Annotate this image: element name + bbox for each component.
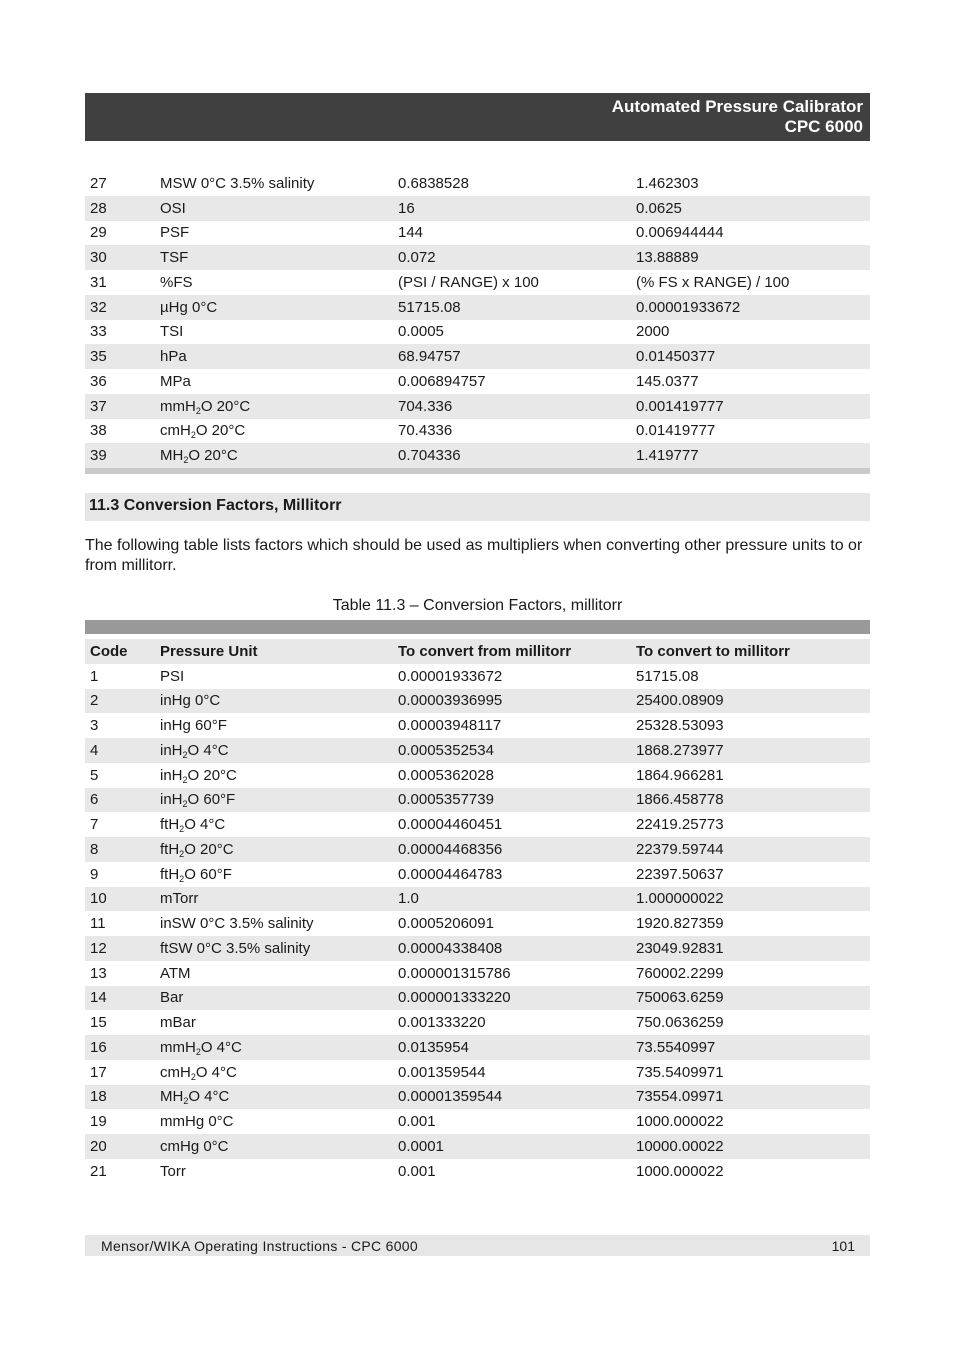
cell-convert-to: 760002.2299 [636,964,724,982]
unit-text: ATM [160,964,191,982]
cell-pressure-unit [155,196,393,221]
header-model: CPC 6000 [784,117,863,136]
cell-pressure-unit [155,689,393,714]
cell-code: 17 [90,1063,107,1081]
cell-convert-from: 0.00004468356 [398,840,503,858]
cell-pressure-unit [155,961,393,986]
unit-text: MPa [160,372,191,390]
unit-subscript: 2 [182,749,188,760]
cell-code: 32 [90,298,107,316]
cell-convert-from: (PSI / RANGE) x 100 [398,273,539,291]
cell-code: 19 [90,1113,107,1131]
cell-code: 15 [90,1014,107,1032]
table-row [85,270,870,295]
unit-text: Torr [160,1162,186,1180]
cell-convert-from: 0.0005 [398,323,444,341]
footer-doc-title: Mensor/WIKA Operating Instructions - CPC 6000 [101,1238,418,1254]
cell-code: 18 [90,1088,107,1106]
cell-convert-to: 1920.827359 [636,915,724,933]
cell-code: 11 [90,915,106,933]
unit-subscript: 2 [183,1096,189,1107]
cell-convert-to: 0.0625 [636,199,682,217]
cell-convert-to: 22379.59744 [636,840,724,858]
table-row [85,443,870,468]
unit-text: O 4°C [188,1088,230,1106]
cell-code: 4 [90,741,99,759]
unit-text: cmHg 0°C [160,1137,229,1155]
header-convert-to: To convert to millitorr [636,642,790,660]
cell-convert-from: 0.00001933672 [398,667,503,685]
cell-code: 39 [90,447,107,465]
cell-pressure-unit [155,763,393,788]
cell-code: 31 [90,273,107,291]
table-row [85,664,870,689]
unit-text: MSW 0°C 3.5% salinity [160,174,315,192]
table-row [85,837,870,862]
header-convert-from: To convert from millitorr [398,642,572,660]
table-row [85,986,870,1011]
cell-convert-from: 0.001359544 [398,1063,486,1081]
cell-convert-from: 0.000001333220 [398,989,511,1007]
cell-convert-from: 0.00001359544 [398,1088,503,1106]
table-row [85,1134,870,1159]
unit-text: O 60°F [184,865,232,883]
cell-pressure-unit [155,295,393,320]
cell-code: 3 [90,717,99,735]
unit-text: O 4°C [200,1038,242,1056]
cell-convert-to: 0.00001933672 [636,298,741,316]
cell-convert-from: 704.336 [398,397,453,415]
cell-convert-from: 0.001333220 [398,1014,486,1032]
unit-text: µHg 0°C [160,298,218,316]
cell-convert-from: 68.94757 [398,348,461,366]
cell-convert-from: 70.4336 [398,422,453,440]
cell-pressure-unit [155,862,393,887]
cell-convert-from: 0.00004338408 [398,939,503,957]
cell-code: 30 [90,249,107,267]
cell-code: 13 [90,964,107,982]
cell-convert-to: 1864.966281 [636,766,724,784]
conversion-table-continued [85,171,870,468]
cell-convert-from: 0.0001 [398,1137,444,1155]
table-bottom-rule [85,468,870,474]
unit-text: mmH [160,397,196,415]
cell-code: 36 [90,372,107,390]
unit-subscript: 2 [190,1071,196,1082]
unit-text: mmH [160,1038,196,1056]
cell-code: 16 [90,1038,107,1056]
table-row [85,1085,870,1110]
cell-convert-to: 13.88889 [636,249,699,267]
unit-subscript: 2 [179,873,185,884]
cell-pressure-unit [155,887,393,912]
cell-pressure-unit [155,713,393,738]
cell-pressure-unit [155,171,393,196]
cell-pressure-unit [155,1060,393,1085]
unit-subscript: 2 [183,455,189,466]
cell-convert-from: 1.0 [398,890,419,908]
unit-text: O 20°C [200,397,251,415]
cell-convert-to: 22419.25773 [636,816,724,834]
cell-convert-from: 0.0005357739 [398,791,494,809]
cell-convert-to: 25328.53093 [636,717,724,735]
table-row [85,171,870,196]
table-row [85,936,870,961]
table-row [85,763,870,788]
cell-code: 33 [90,323,107,341]
unit-text: inSW 0°C 3.5% salinity [160,915,314,933]
table-row [85,1159,870,1184]
cell-code: 2 [90,692,99,710]
cell-pressure-unit [155,788,393,813]
table-row [85,320,870,345]
cell-convert-to: 23049.92831 [636,939,724,957]
cell-code: 7 [90,816,99,834]
cell-code: 8 [90,840,99,858]
cell-convert-from: 0.0005362028 [398,766,494,784]
cell-convert-from: 0.6838528 [398,174,469,192]
table-row [85,245,870,270]
cell-convert-to: 750.0636259 [636,1014,724,1032]
cell-convert-to: (% FS x RANGE) / 100 [636,273,790,291]
table-row [85,419,870,444]
cell-pressure-unit [155,1159,393,1184]
header-title: Automated Pressure Calibrator [611,97,863,116]
cell-convert-to: 0.01450377 [636,348,716,366]
cell-pressure-unit [155,419,393,444]
unit-subscript: 2 [179,848,185,859]
cell-pressure-unit [155,1035,393,1060]
cell-pressure-unit [155,245,393,270]
unit-text: ftH [160,865,180,883]
cell-pressure-unit [155,1134,393,1159]
table-top-rule [85,620,870,634]
unit-subscript: 2 [182,799,188,810]
cell-convert-from: 0.006894757 [398,372,486,390]
cell-pressure-unit [155,1010,393,1035]
intro-paragraph: The following table lists factors which should be used as multipliers when converting other pressure units to or from millitorr. [85,537,863,574]
unit-text: inH [160,741,183,759]
unit-text: mBar [160,1014,196,1032]
unit-text: TSF [160,249,189,267]
cell-code: 38 [90,422,107,440]
table-row [85,961,870,986]
cell-pressure-unit [155,1109,393,1134]
unit-subscript: 2 [190,430,196,441]
table-caption: Table 11.3 – Conversion Factors, millitorr [332,597,623,614]
cell-code: 27 [90,174,107,192]
cell-pressure-unit [155,986,393,1011]
table-row [85,862,870,887]
table-row [85,394,870,419]
unit-text: OSI [160,199,186,217]
cell-pressure-unit [155,221,393,246]
table-row [85,1010,870,1035]
cell-pressure-unit [155,936,393,961]
unit-text: inH [160,766,183,784]
unit-text: O 60°F [187,791,236,809]
cell-convert-to: 1.000000022 [636,890,724,908]
cell-convert-to: 51715.08 [636,667,699,685]
unit-subscript: 2 [179,824,185,835]
cell-code: 9 [90,865,99,883]
unit-subscript: 2 [195,405,201,416]
cell-code: 21 [90,1162,107,1180]
table-row [85,196,870,221]
cell-convert-to: 735.5409971 [636,1063,724,1081]
page-footer [85,1235,870,1256]
unit-text: O 4°C [195,1063,237,1081]
cell-code: 20 [90,1137,107,1155]
cell-convert-from: 0.00003936995 [398,692,503,710]
unit-text: inH [160,791,183,809]
cell-pressure-unit [155,1085,393,1110]
table-row [85,812,870,837]
table-row [85,1035,870,1060]
cell-convert-to: 1.419777 [636,447,699,465]
cell-convert-to: 145.0377 [636,372,699,390]
cell-convert-from: 0.072 [398,249,436,267]
cell-convert-from: 0.00003948117 [398,717,502,735]
unit-text: O 20°C [188,447,238,465]
cell-pressure-unit [155,812,393,837]
unit-text: %FS [160,273,193,291]
cell-convert-from: 0.0135954 [398,1038,469,1056]
cell-convert-from: 144 [398,224,424,242]
cell-pressure-unit [155,320,393,345]
cell-convert-from: 0.704336 [398,447,461,465]
unit-text: O 4°C [187,741,229,759]
cell-convert-from: 0.0005352534 [398,741,494,759]
cell-convert-from: 0.001 [398,1113,436,1131]
unit-text: TSI [160,323,184,341]
section-heading: 11.3 Conversion Factors, Millitorr [85,493,870,521]
table-row [85,689,870,714]
cell-convert-to: 73.5540997 [636,1038,716,1056]
unit-text: Bar [160,989,184,1007]
cell-code: 37 [90,397,107,415]
table-row [85,788,870,813]
cell-convert-from: 0.000001315786 [398,964,511,982]
unit-text: PSI [160,667,185,685]
cell-code: 35 [90,348,107,366]
table-row [85,911,870,936]
table-row [85,887,870,912]
cell-convert-to: 1000.000022 [636,1113,724,1131]
cell-convert-from: 16 [398,199,415,217]
cell-convert-to: 0.01419777 [636,422,716,440]
unit-text: inHg 0°C [160,692,221,710]
cell-convert-from: 0.0005206091 [398,915,494,933]
cell-convert-to: 1.462303 [636,174,699,192]
header-pressure-unit: Pressure Unit [160,642,258,660]
cell-convert-to: 25400.08909 [636,692,724,710]
table-row [85,295,870,320]
unit-text: O 4°C [184,816,226,834]
unit-text: ftH [160,816,180,834]
table-row [85,738,870,763]
cell-code: 14 [90,989,107,1007]
table-header-row [85,639,870,664]
table-row [85,1060,870,1085]
cell-code: 29 [90,224,107,242]
cell-pressure-unit [155,443,393,468]
cell-pressure-unit [155,911,393,936]
header-code: Code [90,642,128,660]
cell-convert-to: 1866.458778 [636,791,724,809]
cell-convert-from: 51715.08 [398,298,461,316]
table-row [85,344,870,369]
cell-pressure-unit [155,837,393,862]
cell-convert-to: 1000.000022 [636,1162,724,1180]
cell-convert-to: 22397.50637 [636,865,724,883]
cell-convert-from: 0.001 [398,1162,436,1180]
unit-text: PSF [160,224,190,242]
cell-code: 12 [90,939,107,957]
unit-text: inHg 60°F [160,717,227,735]
unit-text: O 20°C [184,840,234,858]
unit-text: mTorr [160,890,199,908]
unit-text: cmH [160,1063,191,1081]
cell-code: 28 [90,199,107,217]
page-header [85,93,870,141]
unit-text: MH [160,1088,184,1106]
cell-convert-to: 0.006944444 [636,224,724,242]
unit-text: O 20°C [195,422,246,440]
unit-text: ftH [160,840,180,858]
unit-text: O 20°C [187,766,237,784]
table-row [85,713,870,738]
cell-pressure-unit [155,369,393,394]
cell-pressure-unit [155,664,393,689]
cell-code: 6 [90,791,99,809]
table-row [85,369,870,394]
cell-convert-from: 0.00004460451 [398,816,503,834]
cell-convert-to: 750063.6259 [636,989,724,1007]
cell-pressure-unit [155,738,393,763]
cell-code: 5 [90,766,99,784]
cell-convert-to: 1868.273977 [636,741,724,759]
unit-subscript: 2 [195,1046,201,1057]
cell-pressure-unit [155,394,393,419]
cell-convert-to: 2000 [636,323,670,341]
unit-text: MH [160,447,184,465]
cell-pressure-unit [155,344,393,369]
cell-code: 1 [90,667,99,685]
cell-convert-to: 73554.09971 [636,1088,724,1106]
cell-pressure-unit [155,270,393,295]
unit-text: mmHg 0°C [160,1113,234,1131]
unit-text: hPa [160,348,187,366]
cell-code: 10 [90,890,107,908]
table-row [85,1109,870,1134]
unit-text: ftSW 0°C 3.5% salinity [160,939,311,957]
unit-subscript: 2 [182,774,188,785]
cell-convert-to: 10000.00022 [636,1137,724,1155]
millitorr-conversion-table [85,639,870,1184]
table-row [85,221,870,246]
page-number: 101 [831,1238,855,1254]
cell-convert-from: 0.00004464783 [398,865,503,883]
unit-text: cmH [160,422,191,440]
cell-convert-to: 0.001419777 [636,397,724,415]
